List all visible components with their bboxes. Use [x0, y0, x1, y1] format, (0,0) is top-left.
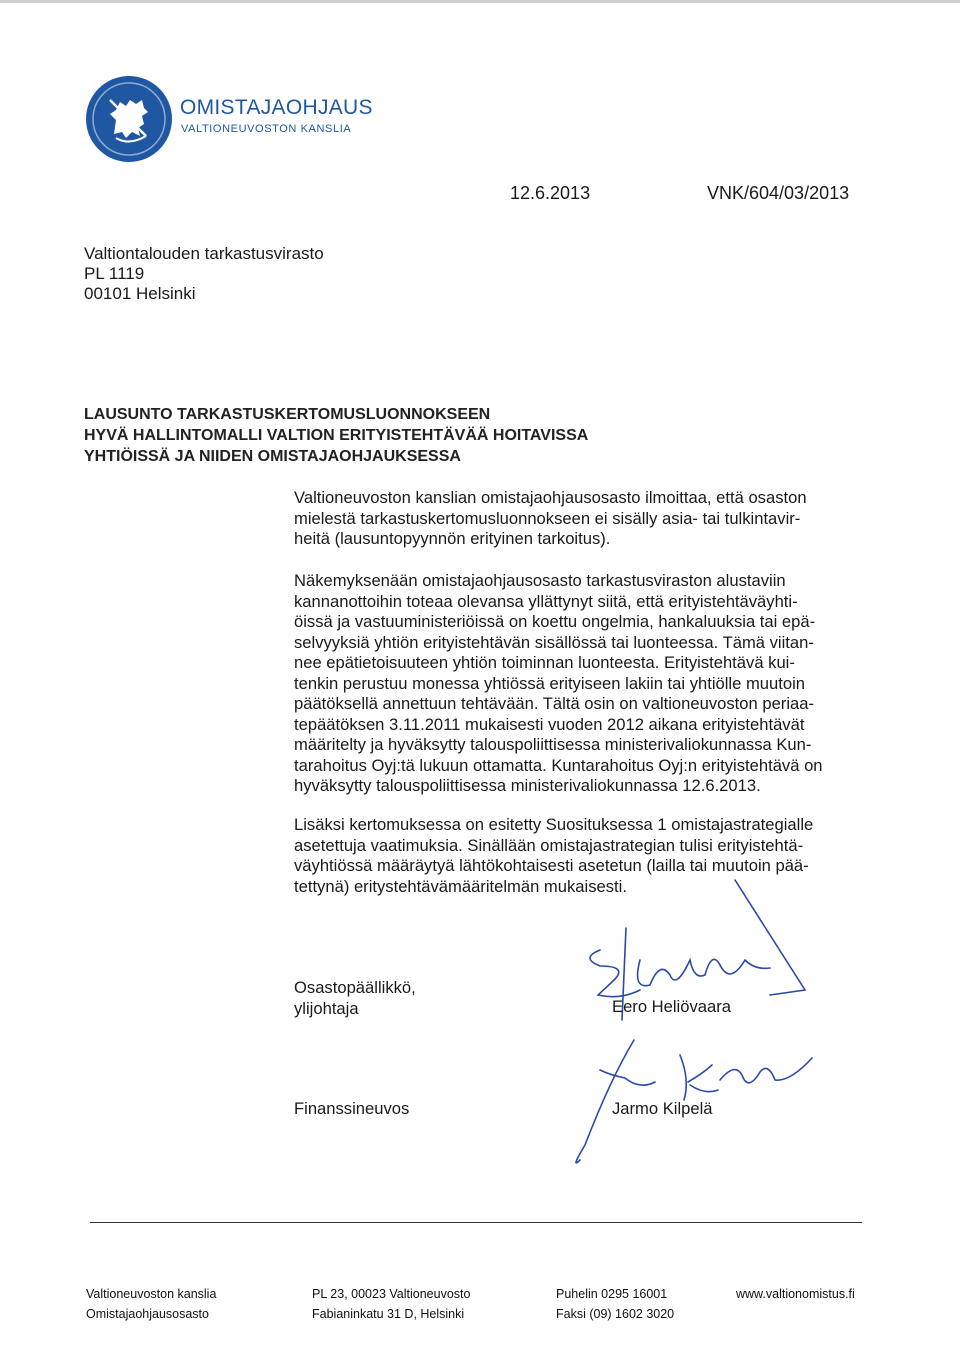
reference-number: VNK/604/03/2013	[707, 183, 850, 203]
body-paragraph-3: Lisäksi kertomuksessa on esitetty Suosituksessa 1 omistajastrategialle asetettuja vaatimuksia. Sinällään omistajastrategian tulisi erityistehtä- väyhtiössä määräytyä lähtökohtaisesti asetetun (lailla tai muutoin pää- tettynä) eritystehtävämääritelmän mukaisesti.	[294, 815, 814, 896]
org-subtitle: VALTIONEUVOSTON KANSLIA	[181, 123, 352, 135]
recipient-line: 00101 Helsinki	[84, 284, 196, 303]
footer-website-link[interactable]: www.valtionomistus.fi	[736, 1287, 855, 1301]
body-paragraph-2: Näkemyksenään omistajaohjausosasto tarkastusviraston alustaviin kannanottoihin toteaa olevansa yllättynyt siitä, että erityistehtäväyhti- öissä ja vastuuministeriöissä on koettu ongelmia, hankaluuksia tai epä- selvyyksiä yhtiön erityistehtävän sisällössä tai luonteessa. Tämä viitan- nee epätietoisuuteen yhtiön toiminnan luonteesta. Erityistehtävä kui- tenkin perustuu monessa yhtiössä erityiseen lakiin tai yhtiölle muutoin päätöksellä annettuun tehtävään. Tältä osin on valtioneuvoston periaa- tepäätöksen 3.11.2011 mukaisesti vuoden 2012 aikana erityistehtävät määritelty ja hyväksytty talouspoliittisessa ministerivaliokunnassa Kun- tarahoitus Oyj:tä lukuun ottamatta. Kuntarahoitus Oyj:n erityistehtävä on hyväksytty talouspoliittisessa ministerivaliokunnassa 12.6.2013.	[294, 571, 823, 795]
body-paragraph-1: Valtioneuvoston kanslian omistajaohjausosasto ilmoittaa, että osaston mielestä tarkastuskertomusluonnokseen ei sisälly asia- tai tulkintavir- heitä (lausuntopyynnön erityinen tarkoitus).	[294, 488, 807, 548]
title-line: LAUSUNTO TARKASTUSKERTOMUSLUONNOKSEEN	[84, 406, 491, 423]
footer-phone: Puhelin 0295 16001 Faksi (09) 1602 3020	[556, 1287, 675, 1321]
signer-2-title: Finanssineuvos	[294, 1099, 410, 1118]
recipient-line: PL 1119	[84, 264, 145, 283]
letter-date: 12.6.2013	[510, 183, 591, 203]
title-line: YHTIÖISSÄ JA NIIDEN OMISTAJAOHJAUKSESSA	[84, 448, 461, 465]
signer-1-title: Osastopäällikkö, ylijohtaja	[294, 978, 416, 1018]
signer-2-name: Jarmo Kilpelä	[612, 1099, 713, 1118]
signer-1-name: Eero Heliövaara	[612, 997, 731, 1016]
org-name: OMISTAJAOHJAUS	[180, 96, 373, 119]
title-line: HYVÄ HALLINTOMALLI VALTION ERITYISTEHTÄVÄÄ HOITAVISSA	[84, 427, 589, 444]
recipient-line: Valtiontalouden tarkastusvirasto	[84, 244, 324, 263]
footer-divider	[90, 1222, 862, 1223]
footer-org: Valtioneuvoston kanslia Omistajaohjausosasto	[86, 1287, 217, 1321]
footer-address: PL 23, 00023 Valtioneuvosto Fabianinkatu 31 D, Helsinki	[312, 1287, 471, 1321]
